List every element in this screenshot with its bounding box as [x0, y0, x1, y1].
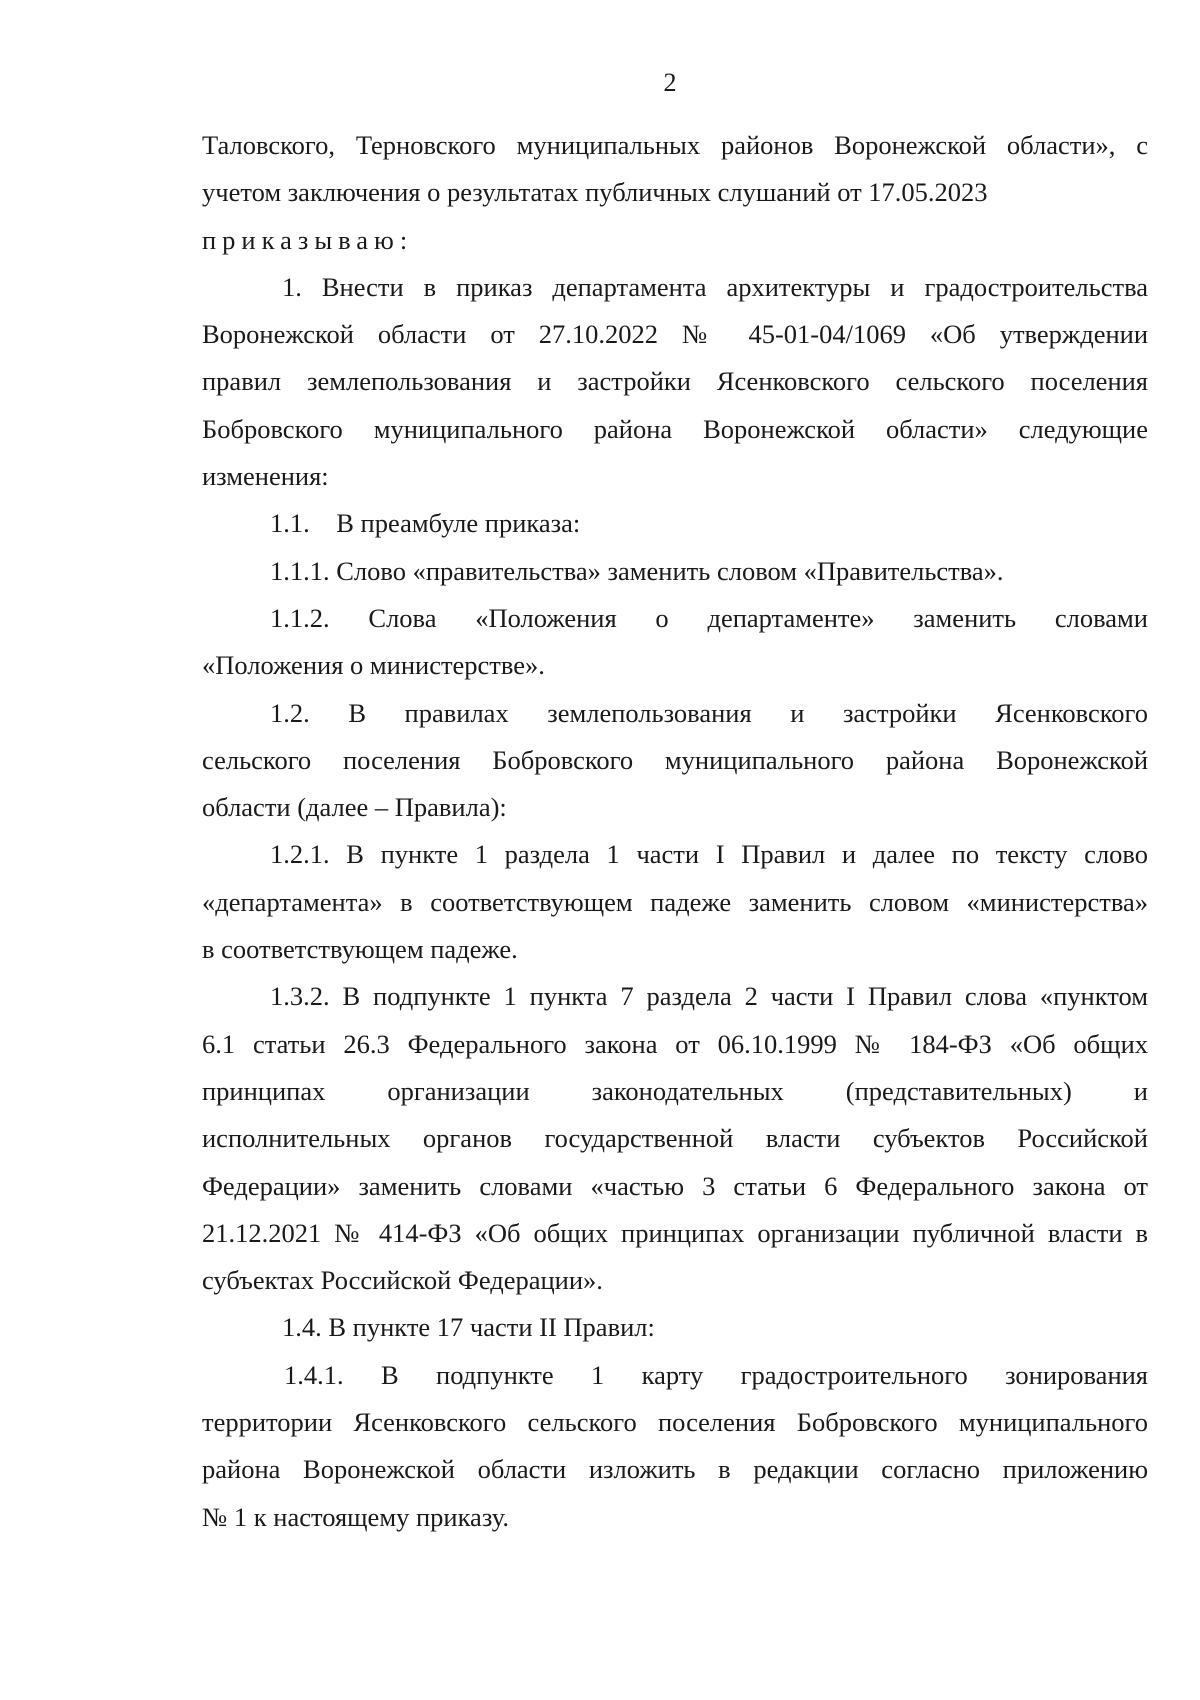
text-line: 1.3.2. В подпункте 1 пункта 7 раздела 2 части I Правил слова «пунктом: [270, 981, 1148, 1012]
text-line: 1.4. В пункте 17 части II Правил:: [282, 1312, 655, 1343]
text-line: «департамента» в соответствующем падеже заменить словом «министерства»: [202, 886, 1148, 917]
text-line: 1. Внести в приказ департамента архитектуры и градостроительства: [282, 271, 1148, 302]
text-line: исполнительных органов государственной власти субъектов Российской: [202, 1123, 1148, 1154]
paragraph-item-1-4: [202, 1304, 1148, 1351]
paragraph-item-1-3-2: [202, 973, 1148, 1304]
paragraph-item-1-1-1: [202, 548, 1148, 595]
text-line: 6.1 статьи 26.3 Федерального закона от 06.10.1999 № 184-ФЗ «Об общих: [202, 1028, 1148, 1059]
text-line: изменения:: [202, 461, 329, 492]
text-line: территории Ясенковского сельского поселения Бобровского муниципального: [202, 1407, 1148, 1438]
text-line: Воронежской области от 27.10.2022 № 45-01-04/1069 «Об утверждении: [202, 319, 1148, 350]
text-line: 1.2.1. В пункте 1 раздела 1 части I Правил и далее по тексту слово: [270, 839, 1148, 870]
paragraph-item-1-4-1: [202, 1352, 1148, 1541]
paragraph-item-1-1: [202, 500, 1148, 547]
text-line: 1.4.1. В подпункте 1 карту градостроительного зонирования: [284, 1359, 1148, 1390]
text-line: района Воронежской области изложить в редакции согласно приложению: [202, 1454, 1148, 1485]
text-line: сельского поселения Бобровского муниципального района Воронежской: [202, 744, 1148, 775]
paragraph-item-1-2-1: [202, 831, 1148, 973]
text-line: № 1 к настоящему приказу.: [202, 1501, 509, 1532]
text-line: 1.2. В правилах землепользования и застройки Ясенковского: [270, 697, 1148, 728]
page-number: 2: [663, 68, 677, 97]
text-line: области (далее – Правила):: [202, 792, 507, 823]
text-line: 1.1. В преамбуле приказа:: [270, 508, 581, 539]
text-line: Бобровского муниципального района Воронежской области» следующие: [202, 413, 1148, 444]
paragraph-preamble-end: [202, 122, 1148, 217]
text-line: Федерации» заменить словами «частью 3 статьи 6 Федерального закона от: [202, 1170, 1148, 1201]
document-body: [202, 122, 1148, 1541]
paragraph-item-1-2: [202, 690, 1148, 832]
text-line: в соответствующем падеже.: [202, 934, 518, 965]
order-word: приказываю:: [202, 224, 414, 255]
text-line: правил землепользования и застройки Ясенковского сельского поселения: [202, 366, 1148, 397]
text-line: 1.1.2. Слова «Положения о департаменте» заменить словами: [270, 602, 1148, 633]
text-line: субъектах Российской Федерации».: [202, 1265, 603, 1296]
text-line: учетом заключения о результатах публичных слушаний от 17.05.2023: [202, 177, 988, 208]
text-line: принципах организации законодательных (представительных) и: [202, 1075, 1148, 1106]
paragraph-item-1-1-2: [202, 595, 1148, 690]
text-line: 1.1.1. Слово «правительства» заменить словом «Правительства».: [270, 555, 1004, 586]
text-line: Таловского, Терновского муниципальных районов Воронежской области», с: [202, 130, 1148, 160]
text-line: «Положения о министерстве».: [202, 650, 545, 681]
paragraph-order-word: [202, 217, 1148, 264]
text-line: 21.12.2021 № 414-ФЗ «Об общих принципах организации публичной власти в: [202, 1217, 1148, 1248]
paragraph-item-1: [202, 264, 1148, 500]
